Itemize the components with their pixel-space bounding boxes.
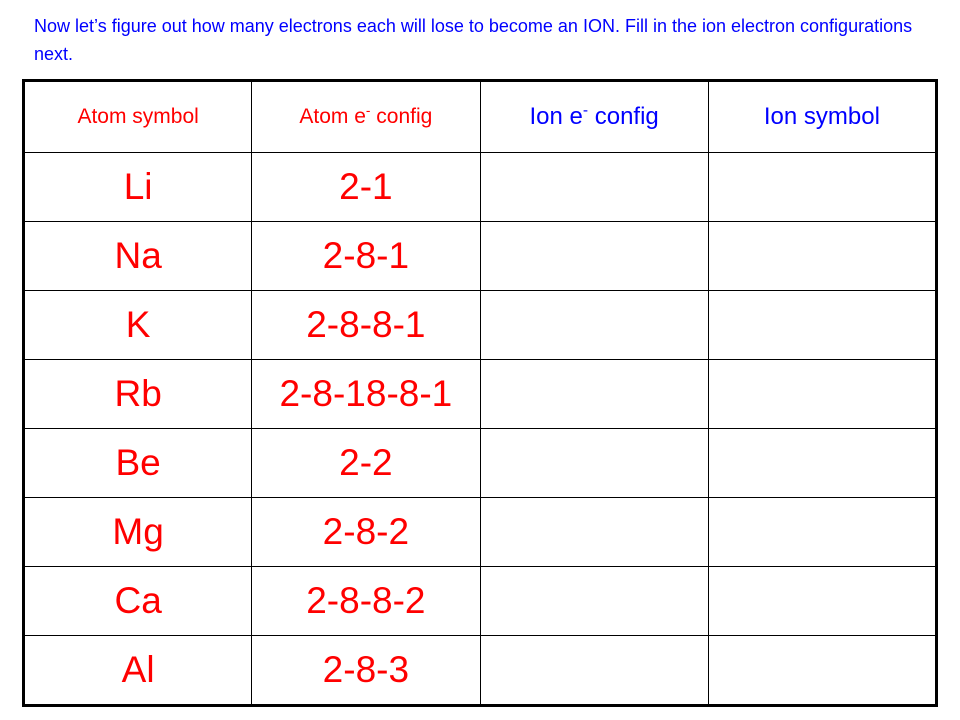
header-atom-config bbox=[252, 81, 480, 153]
ion-symbol-cell[interactable] bbox=[708, 222, 936, 291]
ion-config-cell[interactable] bbox=[480, 567, 708, 636]
header-atom-symbol: Atom symbol bbox=[24, 81, 252, 153]
ion-symbol-cell[interactable] bbox=[708, 429, 936, 498]
table-row bbox=[24, 153, 937, 222]
header-ion-config-suffix: config bbox=[588, 103, 659, 130]
header-ion-symbol: Ion symbol bbox=[708, 81, 936, 153]
header-atom-config-suffix: config bbox=[370, 105, 433, 128]
table-row bbox=[24, 222, 937, 291]
ion-config-cell[interactable] bbox=[480, 360, 708, 429]
table-row bbox=[24, 429, 937, 498]
atom-symbol-cell: Ca bbox=[24, 567, 252, 636]
table-row bbox=[24, 360, 937, 429]
ion-configuration-table bbox=[22, 79, 938, 707]
header-atom-config-sup: - bbox=[365, 103, 371, 118]
header-ion-config-sup: - bbox=[582, 102, 589, 119]
ion-symbol-cell[interactable] bbox=[708, 636, 936, 706]
ion-config-cell[interactable] bbox=[480, 222, 708, 291]
atom-symbol-cell: Mg bbox=[24, 498, 252, 567]
ion-config-cell[interactable] bbox=[480, 498, 708, 567]
ion-config-cell[interactable] bbox=[480, 429, 708, 498]
ion-symbol-cell[interactable] bbox=[708, 360, 936, 429]
atom-config-cell: 2-8-8-2 bbox=[252, 567, 480, 636]
ion-config-cell[interactable] bbox=[480, 291, 708, 360]
instructions-text: Now let’s figure out how many electrons each will lose to become an ION. Fill in the ion electron configurations next. bbox=[34, 16, 913, 64]
table-row bbox=[24, 291, 937, 360]
ion-symbol-cell[interactable] bbox=[708, 291, 936, 360]
atom-config-cell: 2-8-18-8-1 bbox=[252, 360, 480, 429]
atom-symbol-cell: Be bbox=[24, 429, 252, 498]
table-row bbox=[24, 498, 937, 567]
header-ion-config-prefix: Ion e bbox=[529, 103, 583, 130]
ion-symbol-cell[interactable] bbox=[708, 567, 936, 636]
atom-config-cell: 2-2 bbox=[252, 429, 480, 498]
header-ion-config bbox=[480, 81, 708, 153]
table-row bbox=[24, 636, 937, 706]
atom-config-cell: 2-8-3 bbox=[252, 636, 480, 706]
atom-symbol-cell: Li bbox=[24, 153, 252, 222]
table-row bbox=[24, 567, 937, 636]
ion-symbol-cell[interactable] bbox=[708, 498, 936, 567]
atom-symbol-cell: K bbox=[24, 291, 252, 360]
atom-config-cell: 2-8-2 bbox=[252, 498, 480, 567]
header-row bbox=[24, 81, 937, 153]
atom-config-cell: 2-1 bbox=[252, 153, 480, 222]
atom-symbol-cell: Rb bbox=[24, 360, 252, 429]
atom-config-cell: 2-8-8-1 bbox=[252, 291, 480, 360]
ion-config-cell[interactable] bbox=[480, 153, 708, 222]
header-atom-config-prefix: Atom e bbox=[299, 105, 366, 128]
atom-config-cell: 2-8-1 bbox=[252, 222, 480, 291]
ion-symbol-cell[interactable] bbox=[708, 153, 936, 222]
atom-symbol-cell: Na bbox=[24, 222, 252, 291]
atom-symbol-cell: Al bbox=[24, 636, 252, 706]
ion-config-cell[interactable] bbox=[480, 636, 708, 706]
